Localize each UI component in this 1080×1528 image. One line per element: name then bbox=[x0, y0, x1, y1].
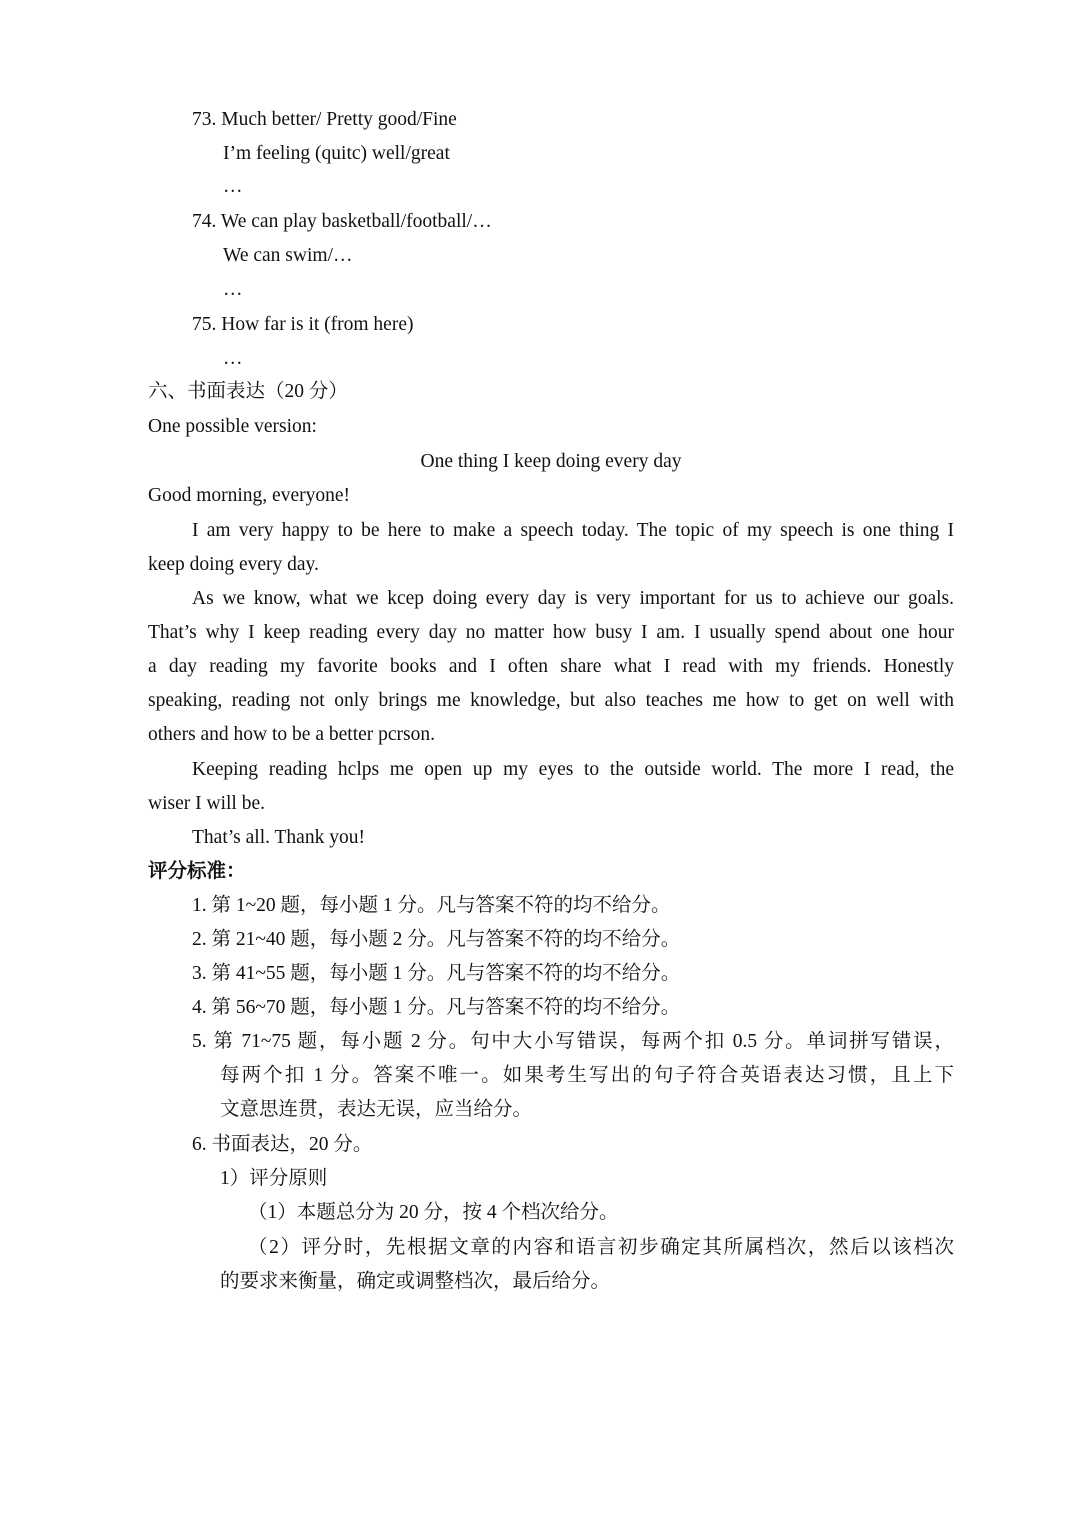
scoring-item: 1. 第 1~20 题，每小题 1 分。凡与答案不符的均不给分。 bbox=[192, 895, 671, 916]
answer-74-ellipsis: … bbox=[223, 279, 243, 300]
essay-paragraph-line: Keeping reading hclps me open up my eyes to the outside world. The more I read, the bbox=[192, 759, 954, 780]
essay-paragraph-line: wiser I will be. bbox=[148, 793, 265, 814]
scoring-title: 评分标准： bbox=[148, 861, 246, 882]
version-label: One possible version: bbox=[148, 416, 317, 437]
answer-74: 74. We can play basketball/football/… bbox=[192, 211, 492, 232]
scoring-item: 3. 第 41~55 题，每小题 1 分。凡与答案不符的均不给分。 bbox=[192, 963, 681, 984]
scoring-item-5-cont: 每两个扣 1 分。答案不唯一。如果考生写出的句子符合英语表达习惯，且上下 bbox=[220, 1065, 954, 1086]
scoring-item-6: 6. 书面表达，20 分。 bbox=[192, 1134, 373, 1155]
essay-paragraph-line: speaking, reading not only brings me knowledge, but also teaches me how to get on well with bbox=[148, 690, 954, 711]
essay-paragraph-line: That’s why I keep reading every day no matter how busy I am. I usually spend about one hour bbox=[148, 622, 954, 643]
essay-paragraph-line: a day reading my favorite books and I often share what I read with my friends. Honestly bbox=[148, 656, 954, 677]
essay-title: One thing I keep doing every day bbox=[420, 451, 682, 472]
scoring-rule-2: （2）评分时，先根据文章的内容和语言初步确定其所属档次，然后以该档次 bbox=[248, 1237, 954, 1258]
essay-paragraph-line: others and how to be a better pcrson. bbox=[148, 724, 435, 745]
scoring-item: 2. 第 21~40 题，每小题 2 分。凡与答案不符的均不给分。 bbox=[192, 929, 681, 950]
scoring-item-5-cont: 文意思连贯，表达无误，应当给分。 bbox=[220, 1099, 533, 1120]
essay-paragraph-line: As we know, what we kcep doing every day is very important for us to achieve our goals. bbox=[192, 588, 954, 609]
scoring-rule-2-cont: 的要求来衡量，确定或调整档次，最后给分。 bbox=[220, 1271, 611, 1292]
answer-73: 73. Much better/ Pretty good/Fine bbox=[192, 109, 457, 130]
scoring-item: 4. 第 56~70 题，每小题 1 分。凡与答案不符的均不给分。 bbox=[192, 997, 681, 1018]
scoring-rule-1: （1）本题总分为 20 分，按 4 个档次给分。 bbox=[248, 1202, 619, 1223]
answer-73-alt: I’m feeling (quitc) well/great bbox=[223, 143, 450, 164]
essay-paragraph-line: I am very happy to be here to make a speech today. The topic of my speech is one thing I bbox=[192, 520, 954, 541]
answer-73-ellipsis: … bbox=[223, 176, 243, 197]
section-title: 六、书面表达（20 分） bbox=[148, 381, 348, 402]
essay-paragraph-line: keep doing every day. bbox=[148, 554, 319, 575]
scoring-item-5: 5. 第 71~75 题，每小题 2 分。句中大小写错误，每两个扣 0.5 分。单词拼写错误， bbox=[192, 1031, 954, 1052]
answer-75-ellipsis: … bbox=[223, 348, 243, 369]
essay-greeting: Good morning, everyone! bbox=[148, 485, 350, 506]
scoring-principle-title: 1）评分原则 bbox=[220, 1168, 328, 1189]
answer-75: 75. How far is it (from here) bbox=[192, 314, 414, 335]
essay-closing: That’s all. Thank you! bbox=[192, 827, 365, 848]
answer-74-alt: We can swim/… bbox=[223, 245, 353, 266]
